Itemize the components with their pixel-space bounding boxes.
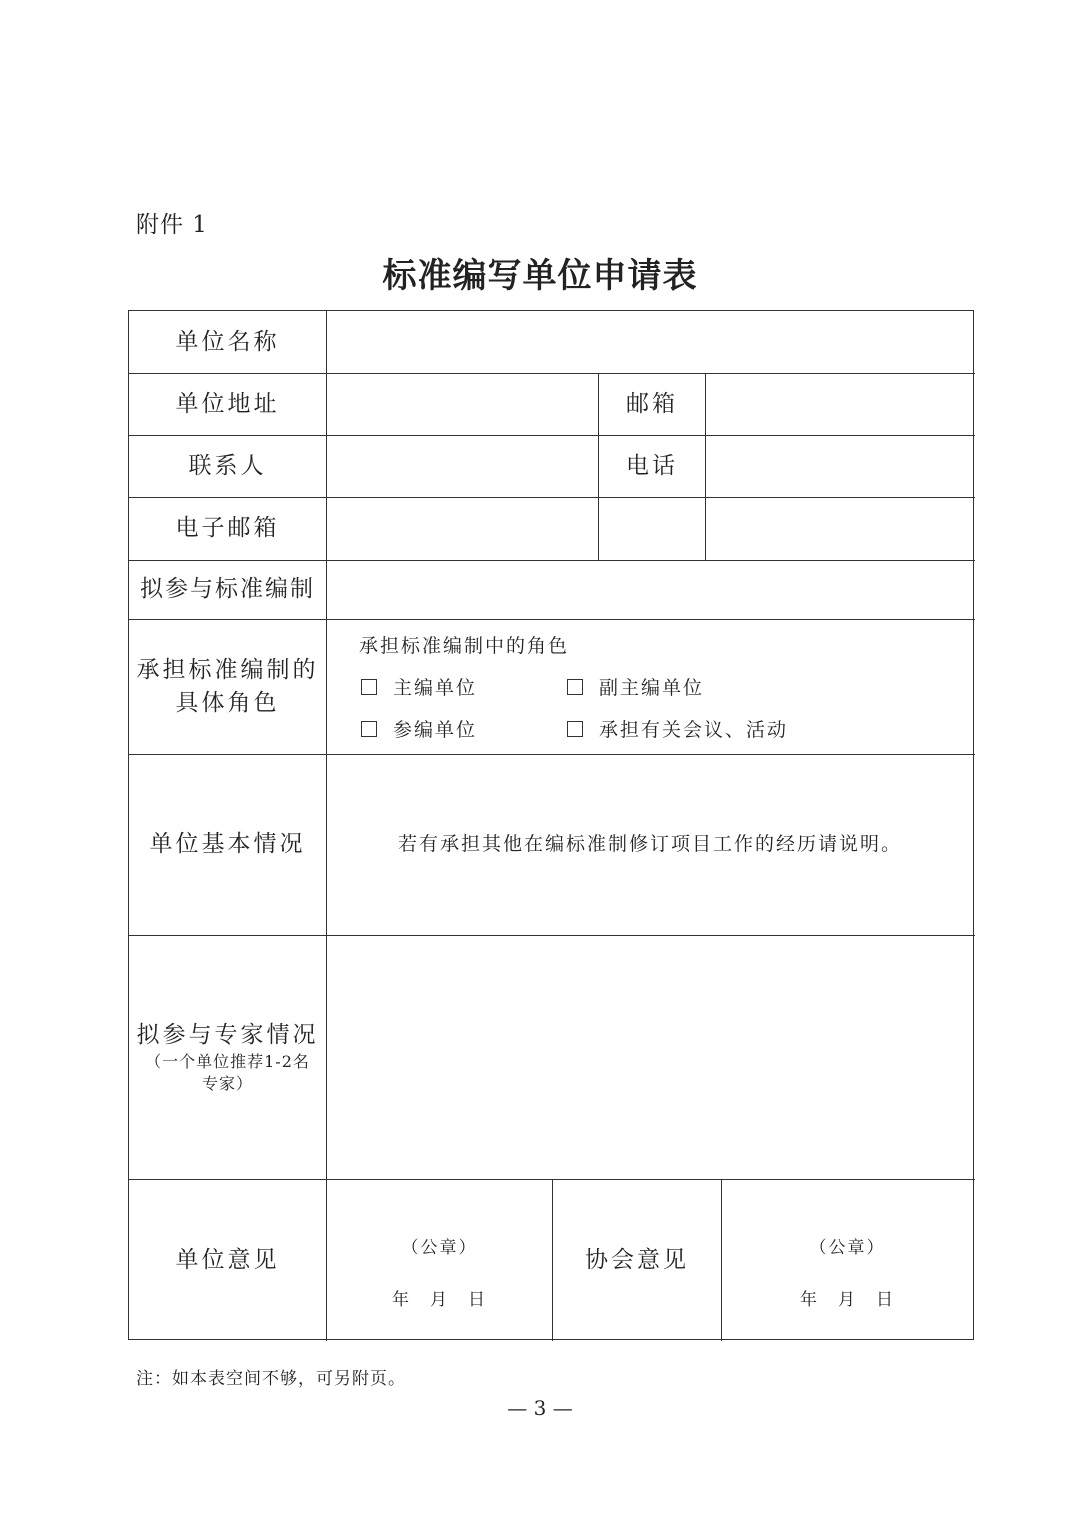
basic-info-label: 单位基本情况	[149, 831, 306, 858]
application-form-table	[128, 310, 974, 1340]
page-number: — 3 —	[507, 1396, 573, 1420]
role-option-label: 承担有关会议、活动	[599, 719, 789, 741]
checkbox-icon[interactable]	[567, 721, 583, 737]
standard-field[interactable]	[327, 560, 973, 619]
experts-sub-line2: 专家）	[201, 1074, 253, 1094]
unit-name-label: 单位名称	[175, 328, 280, 355]
unit-address-label: 单位地址	[175, 390, 280, 417]
contact-label: 联系人	[188, 452, 267, 479]
footer-note: 注：如本表空间不够，可另附页。	[136, 1369, 406, 1389]
unit-seal-text: （公章）	[401, 1238, 478, 1258]
basic-info-hint[interactable]: 若有承担其他在编标准制修订项目工作的经历请说明。	[397, 833, 902, 856]
role-option-chief[interactable]	[361, 673, 477, 700]
experts-sub-line1: （一个单位推荐1-2名	[145, 1051, 310, 1071]
role-intro: 承担标准编制中的角色	[359, 635, 570, 657]
form-title: 标准编写单位申请表	[382, 256, 698, 296]
role-option-meetings[interactable]	[567, 715, 788, 742]
contact-field[interactable]	[327, 435, 598, 497]
postcode-label: 邮箱	[626, 390, 678, 417]
attachment-label: 附件 1	[136, 212, 208, 238]
role-option-deputy[interactable]	[567, 673, 704, 700]
unit-date-text: 年 月 日	[392, 1290, 487, 1310]
role-option-label: 主编单位	[393, 677, 478, 699]
role-label-line1: 承担标准编制的	[136, 657, 319, 684]
email-label: 电子邮箱	[175, 515, 280, 542]
unit-address-field[interactable]	[327, 373, 598, 435]
standard-label: 拟参与标准编制	[140, 576, 315, 603]
role-option-participant[interactable]	[361, 715, 477, 742]
role-label	[129, 619, 326, 754]
unit-opinion-label: 单位意见	[175, 1246, 280, 1273]
assoc-date-text: 年 月 日	[800, 1290, 895, 1310]
assoc-seal-text: （公章）	[809, 1238, 886, 1258]
assoc-opinion-label: 协会意见	[585, 1246, 689, 1273]
checkbox-icon[interactable]	[361, 721, 377, 737]
phone-field[interactable]	[706, 435, 973, 497]
role-option-label: 副主编单位	[599, 677, 705, 699]
postcode-field[interactable]	[706, 373, 973, 435]
experts-field[interactable]	[327, 935, 973, 1179]
email-field[interactable]	[327, 497, 598, 560]
role-option-label: 参编单位	[393, 719, 478, 741]
phone-label: 电话	[626, 452, 678, 479]
role-label-line2: 具体角色	[175, 689, 280, 716]
checkbox-icon[interactable]	[361, 679, 377, 695]
experts-label: 拟参与专家情况	[136, 1021, 319, 1048]
checkbox-icon[interactable]	[567, 679, 583, 695]
unit-name-field[interactable]	[327, 311, 973, 373]
experts-label-block	[129, 935, 326, 1179]
